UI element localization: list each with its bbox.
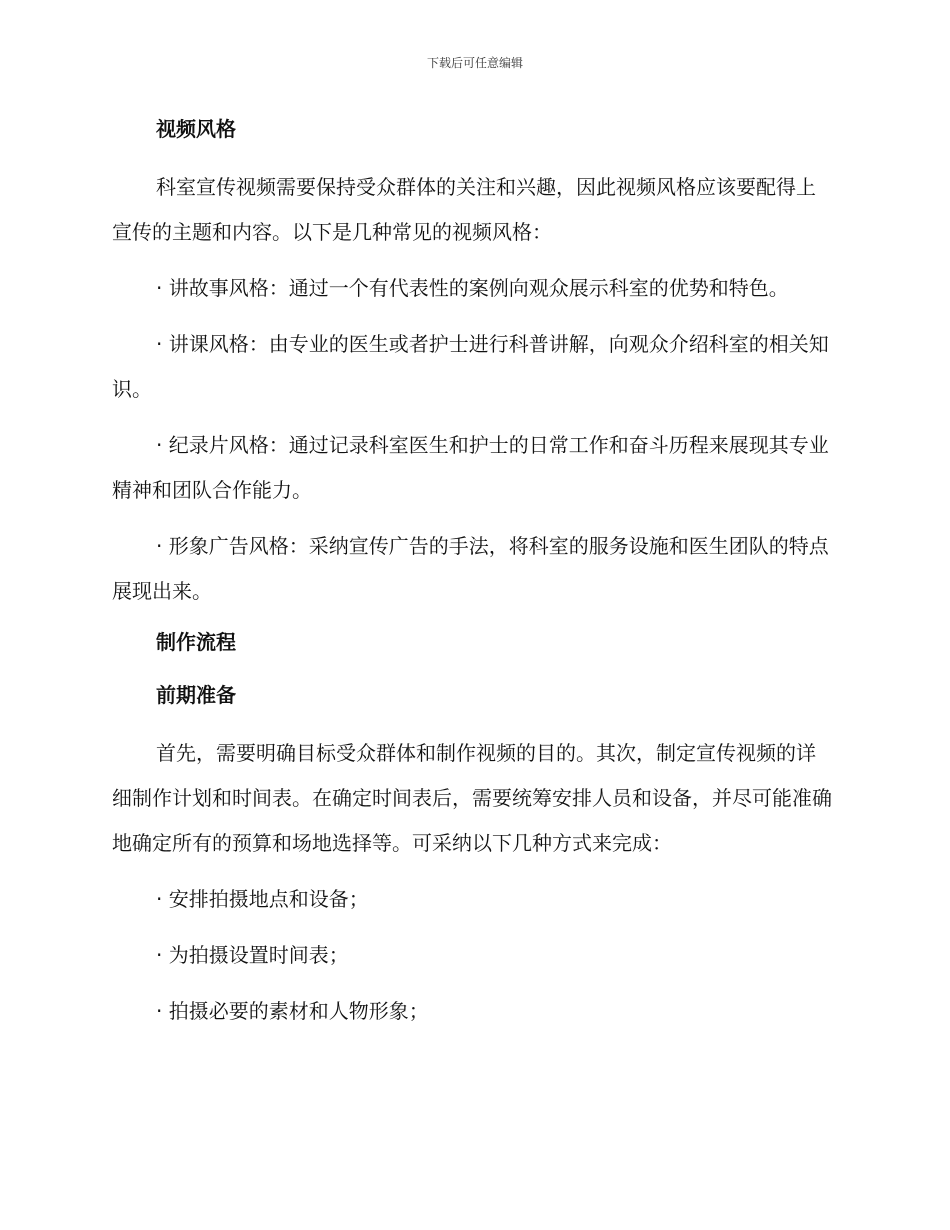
section-heading-video-style: 视频风格 <box>156 117 236 141</box>
list-item-schedule: · 为拍摄设置时间表； <box>156 943 349 967</box>
document-body <box>112 112 834 1045</box>
section-heading-production-process: 制作流程 <box>156 630 236 654</box>
list-item-documentary: · 纪录片风格：通过记录科室医生和护士的日常工作和奋斗历程来展现其专业精神和团队合作能力。 <box>112 433 829 502</box>
list-item-materials: · 拍摄必要的素材和人物形象； <box>156 999 429 1023</box>
list-item-lecture: · 讲课风格：由专业的医生或者护士进行科普讲解，向观众介绍科室的相关知识。 <box>112 332 829 401</box>
list-item-storytelling: · 讲故事风格：通过一个有代表性的案例向观众展示科室的优势和特色。 <box>156 276 789 300</box>
list-item-image-ad: · 形象广告风格：采纳宣传广告的手法，将科室的服务设施和医生团队的特点展现出来。 <box>112 534 829 603</box>
page-header-note: 下载后可任意编辑 <box>426 56 523 70</box>
section-heading-preparation: 前期准备 <box>156 683 236 707</box>
paragraph-preparation: 首先，需要明确目标受众群体和制作视频的目的。其次，制定宣传视频的详细制作计划和时间表。在确定时间表后，需要统筹安排人员和设备，并尽可能准确地确定所有的预算和场地选择等。可采纳以下几种方式来完成： <box>112 741 832 855</box>
list-item-location-equipment: · 安排拍摄地点和设备； <box>156 887 369 911</box>
paragraph-intro: 科室宣传视频需要保持受众群体的关注和兴趣，因此视频风格应该要配得上宣传的主题和内容。以下是几种常见的视频风格： <box>112 175 816 244</box>
